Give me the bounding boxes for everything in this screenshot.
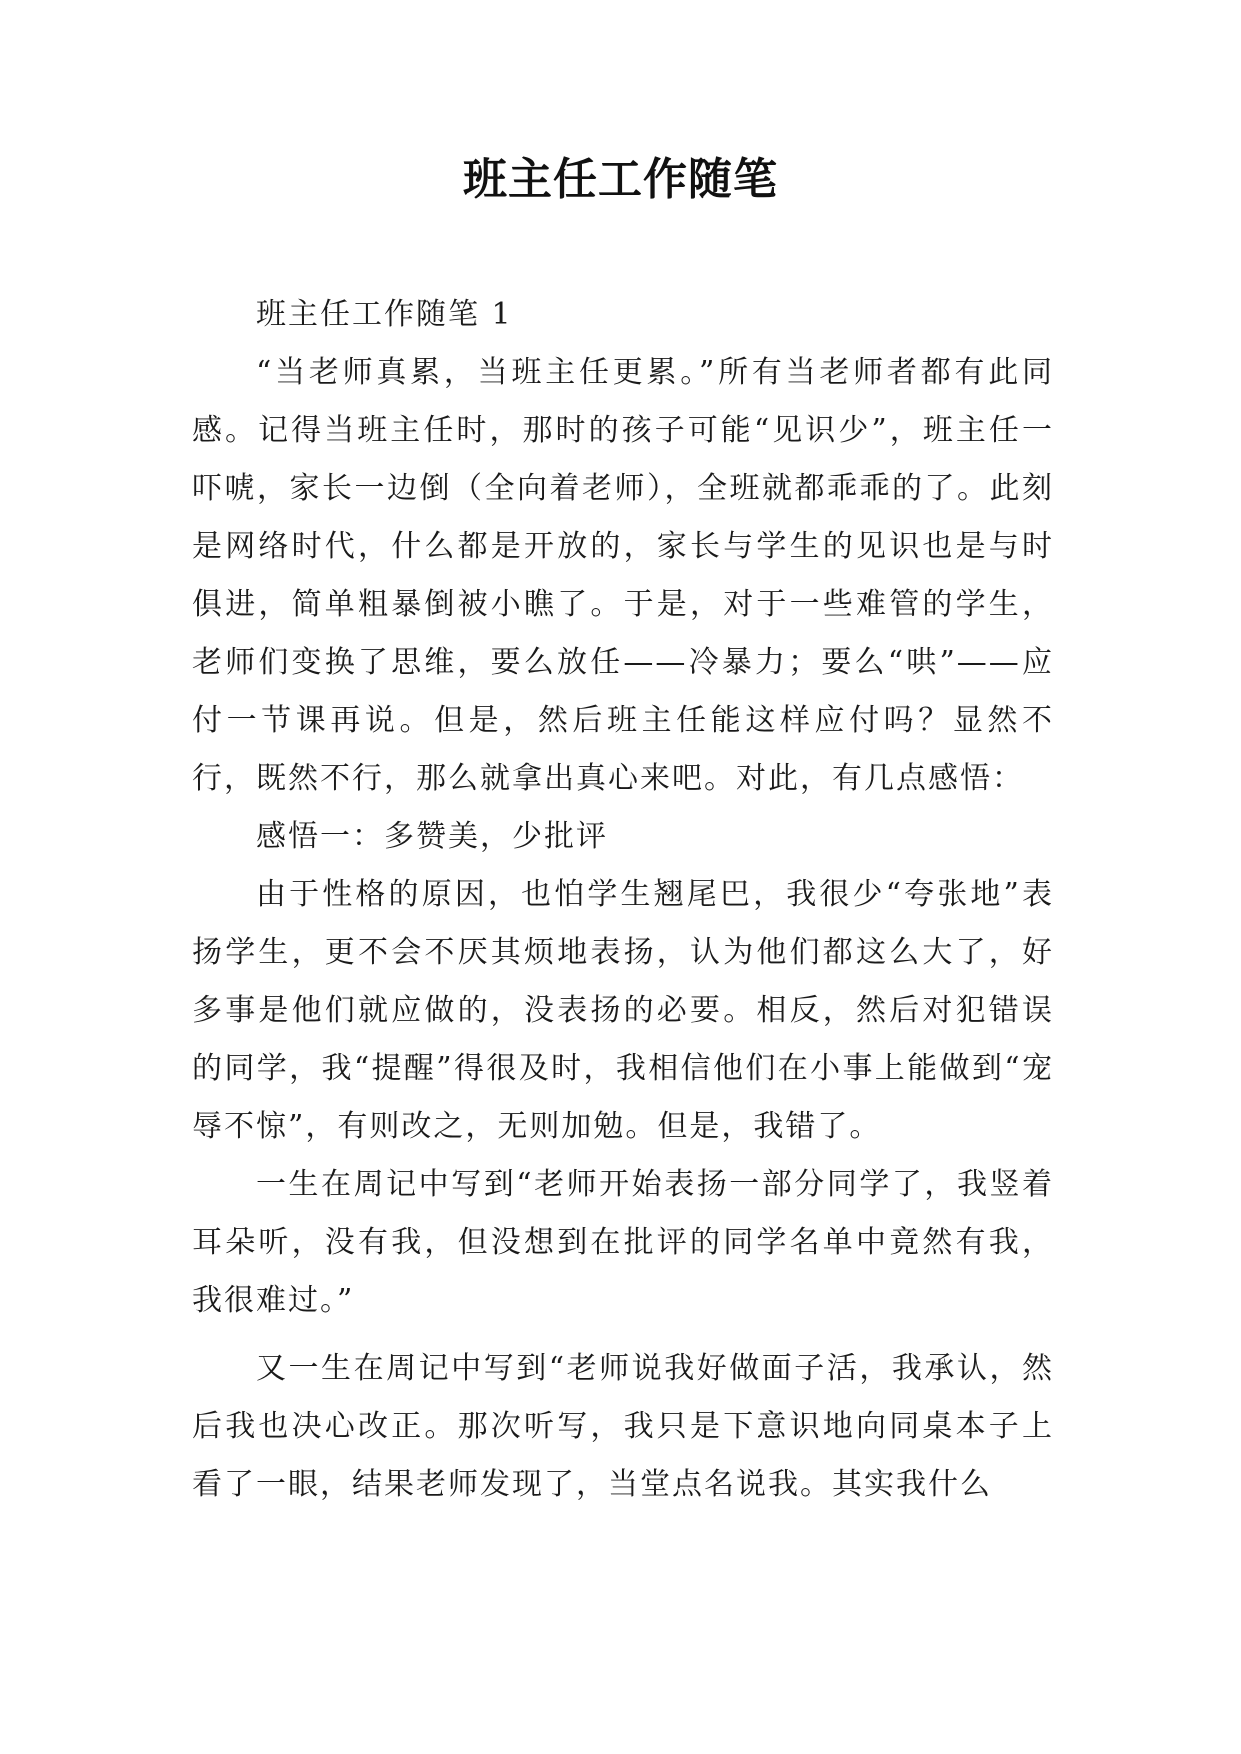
document-body — [192, 286, 1054, 1514]
document-title: 班主任工作随笔 — [463, 154, 778, 205]
paragraph-praise: 由于性格的原因，也怕学生翘尾巴，我很少“夸张地”表扬学生，更不会不厌其烦地表扬，认为他们都这么大了，好多事是他们就应做的，没表扬的必要。相反，然后对犯错误的同学，我“提醒”得很及时，我相信他们在小事上能做到“宠辱不惊”，有则改之，无则加勉。但是，我错了。 — [192, 877, 1054, 1144]
subheading-insight-one: 感悟一：多赞美，少批评 — [256, 819, 608, 854]
paragraph-intro: “当老师真累，当班主任更累。”所有当老师者都有此同感。记得当班主任时，那时的孩子可能“见识少”，班主任一吓唬，家长一边倒（全向着老师），全班就都乖乖的了。此刻是网络时代，什么都是开放的，家长与学生的见识也是与时俱进，简单粗暴倒被小瞧了。于是，对于一些难管的学生，老师们变换了思维，要么放任——冷暴力；要么“哄”——应付一节课再说。但是，然后班主任能这样应付吗？显然不行，既然不行，那么就拿出真心来吧。对此，有几点感悟： — [192, 355, 1054, 796]
paragraph-student-two: 又一生在周记中写到“老师说我好做面子活，我承认，然后我也决心改正。那次听写，我只是下意识地向同桌本子上看了一眼，结果老师发现了，当堂点名说我。其实我什么 — [192, 1351, 1054, 1502]
section-heading: 班主任工作随笔 1 — [256, 297, 513, 332]
paragraph-student-one: 一生在周记中写到“老师开始表扬一部分同学了，我竖着耳朵听，没有我，但没想到在批评的同学名单中竟然有我，我很难过。” — [192, 1167, 1054, 1318]
